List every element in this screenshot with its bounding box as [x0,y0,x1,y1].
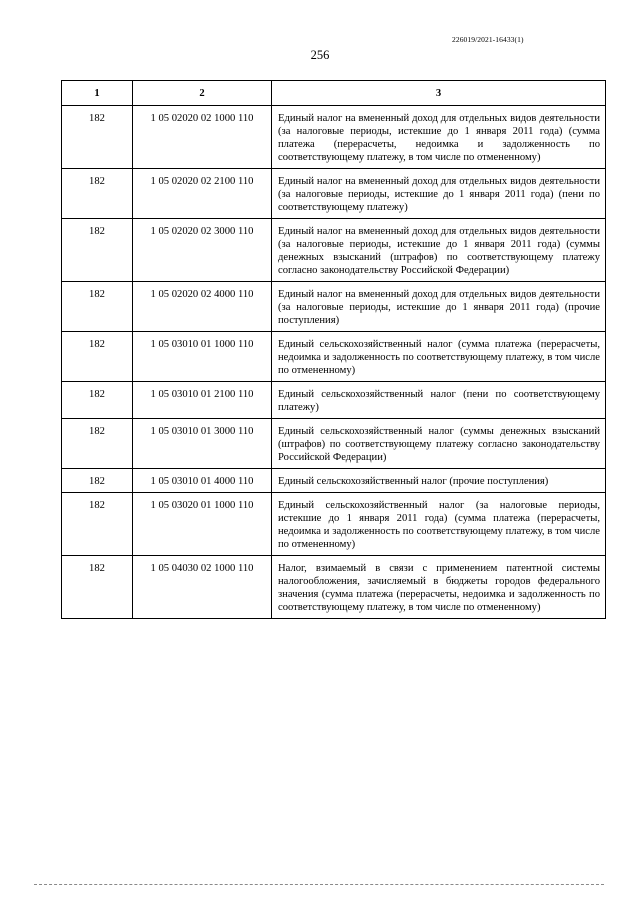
budget-code-cell: 1 05 03010 01 3000 110 [133,419,272,469]
description-cell: Единый сельскохозяйственный налог (пени по соответствующему платежу) [272,382,606,419]
table-row [62,332,606,382]
page-bottom-line [34,884,604,885]
budget-code-cell: 1 05 02020 02 3000 110 [133,219,272,282]
table-row [62,493,606,556]
admin-code-cell: 182 [62,493,133,556]
table-row [62,419,606,469]
admin-code-cell: 182 [62,219,133,282]
description-cell: Единый сельскохозяйственный налог (прочие поступления) [272,469,606,493]
table-row [62,469,606,493]
admin-code-cell: 182 [62,282,133,332]
budget-code-cell: 1 05 02020 02 2100 110 [133,169,272,219]
table-header-row [62,81,606,106]
admin-code-cell: 182 [62,382,133,419]
budget-code-cell: 1 05 03010 01 4000 110 [133,469,272,493]
admin-code-cell: 182 [62,556,133,619]
description-cell: Единый сельскохозяйственный налог (за налоговые периоды, истекшие до 1 января 2011 года) (сумма платежа (перерасчеты, недоимка и задолженность по соответствующему платежу, в том числе по отмененному) [272,493,606,556]
column-header-2: 2 [133,81,272,106]
budget-code-cell: 1 05 03010 01 1000 110 [133,332,272,382]
description-cell: Единый налог на вмененный доход для отдельных видов деятельности (за налоговые периоды, истекшие до 1 января 2011 года) (суммы денежных взысканий (штрафов) по соответствующему платежу согласно законодательству Российской Федерации) [272,219,606,282]
description-cell: Единый налог на вмененный доход для отдельных видов деятельности (за налоговые периоды, истекшие до 1 января 2011 года) (прочие поступления) [272,282,606,332]
budget-code-cell: 1 05 03010 01 2100 110 [133,382,272,419]
table-row [62,219,606,282]
page-number: 256 [310,48,330,62]
budget-code-cell: 1 05 02020 02 4000 110 [133,282,272,332]
description-cell: Единый сельскохозяйственный налог (суммы денежных взысканий (штрафов) по соответствующему платежу согласно законодательству Российской Федерации) [272,419,606,469]
description-cell: Единый налог на вмененный доход для отдельных видов деятельности (за налоговые периоды, истекшие до 1 января 2011 года) (сумма платежа (перерасчеты, недоимка и задолженность по соответствующему платежу, в том числе по отмененному) [272,106,606,169]
budget-code-cell: 1 05 03020 01 1000 110 [133,493,272,556]
budget-code-cell: 1 05 02020 02 1000 110 [133,106,272,169]
description-cell: Единый налог на вмененный доход для отдельных видов деятельности (за налоговые периоды, истекшие до 1 января 2011 года) (пени по соответствующему платежу) [272,169,606,219]
budget-code-cell: 1 05 04030 02 1000 110 [133,556,272,619]
table-row [62,382,606,419]
column-header-3: 3 [272,81,606,106]
admin-code-cell: 182 [62,106,133,169]
table-row [62,556,606,619]
admin-code-cell: 182 [62,332,133,382]
table-row [62,106,606,169]
table-row [62,169,606,219]
admin-code-cell: 182 [62,469,133,493]
description-cell: Единый сельскохозяйственный налог (сумма платежа (перерасчеты, недоимка и задолженность по соответствующему платежу, в том числе по отмененному) [272,332,606,382]
column-header-1: 1 [62,81,133,106]
document-id: 226019/2021-16433(1) [452,35,524,44]
classification-table [61,80,606,619]
admin-code-cell: 182 [62,419,133,469]
admin-code-cell: 182 [62,169,133,219]
description-cell: Налог, взимаемый в связи с применением патентной системы налогообложения, зачисляемый в бюджеты городов федерального значения (сумма платежа (перерасчеты, недоимка и задолженность по соответствующему платежу, в том числе по отмененному) [272,556,606,619]
table-row [62,282,606,332]
